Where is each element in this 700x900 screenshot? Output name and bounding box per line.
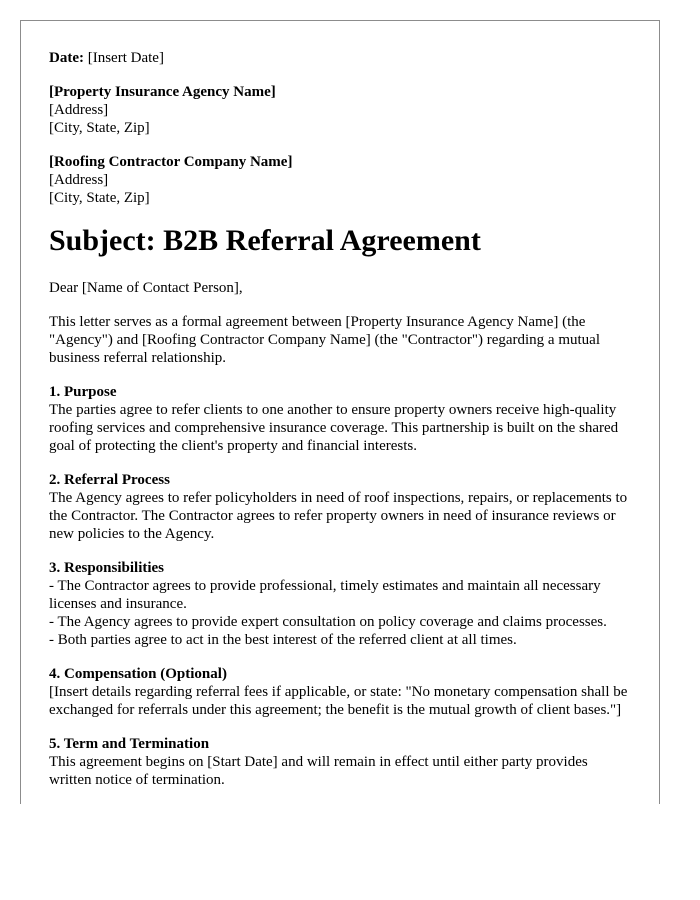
section-text: This agreement begins on [Start Date] and will remain in effect until either party provides written notice of termination. — [49, 754, 588, 788]
responsibility-item: - The Agency agrees to provide expert consultation on policy coverage and claims processes. — [49, 614, 607, 630]
salutation: Dear [Name of Contact Person], — [49, 280, 243, 296]
section-title: 5. Term and Termination — [49, 736, 210, 752]
intro-paragraph: This letter serves as a formal agreement between [Property Insurance Agency Name] (the "Agency") and [Roofing Contractor Company Name] (the "Contractor") regarding a mutual business referral relationship. — [49, 314, 600, 366]
recipient-city: [City, State, Zip] — [49, 190, 150, 206]
date-label: Date: — [49, 50, 84, 66]
section-compensation — [49, 665, 631, 719]
date-block — [49, 49, 631, 67]
section-text: The parties agree to refer clients to one another to ensure property owners receive high-quality roofing services and comprehensive insurance coverage. This partnership is built on the shared goal of protecting the client's property and financial interests. — [49, 402, 619, 454]
sender-address: [Address] — [49, 102, 109, 118]
section-title: 4. Compensation (Optional) — [49, 666, 227, 682]
section-purpose — [49, 383, 631, 455]
section-text: [Insert details regarding referral fees if applicable, or state: "No monetary compensation shall be exchanged for referrals under this agreement; the benefit is the mutual growth of client bases."] — [49, 684, 628, 718]
recipient-address: [Address] — [49, 172, 109, 188]
date-value: [Insert Date] — [87, 50, 164, 66]
sender-address-block — [49, 83, 631, 137]
sender-city: [City, State, Zip] — [49, 120, 150, 136]
recipient-name: [Roofing Contractor Company Name] — [49, 154, 293, 170]
section-title: 3. Responsibilities — [49, 560, 165, 576]
section-responsibilities — [49, 559, 631, 649]
section-referral-process — [49, 471, 631, 543]
section-text: The Agency agrees to refer policyholders in need of roof inspections, repairs, or replacements to the Contractor. The Contractor agrees to refer property owners in need of insurance reviews or new policies to the Agency. — [49, 490, 628, 542]
section-title: 1. Purpose — [49, 384, 117, 400]
section-term-termination — [49, 735, 631, 789]
responsibility-item: - The Contractor agrees to provide professional, timely estimates and maintain all necessary licenses and insurance. — [49, 578, 601, 612]
subject-heading: Subject: B2B Referral Agreement — [49, 224, 481, 257]
letter-page — [20, 20, 660, 804]
sender-name: [Property Insurance Agency Name] — [49, 84, 276, 100]
responsibility-item: - Both parties agree to act in the best interest of the referred client at all times. — [49, 632, 517, 648]
recipient-address-block — [49, 153, 631, 207]
section-title: 2. Referral Process — [49, 472, 170, 488]
